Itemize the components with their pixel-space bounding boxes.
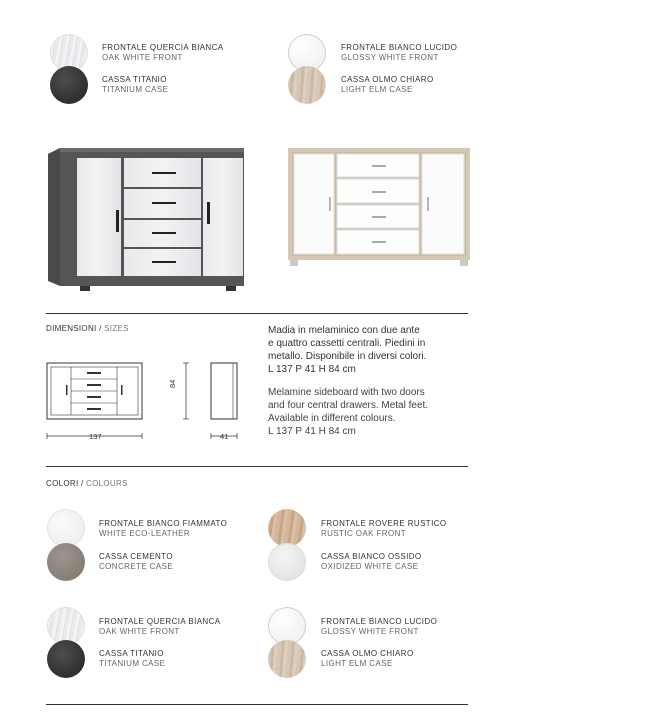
colours-heading: COLORI / COLOURS — [46, 479, 128, 488]
height-value: 84 — [168, 379, 177, 388]
colour-name-it: FRONTALE BIANCO FIAMMATO — [99, 519, 228, 528]
description-line: L 137 P 41 H 84 cm — [268, 426, 356, 437]
section-divider — [46, 704, 468, 705]
light-elm-swatch — [268, 640, 306, 678]
description-line: and four central drawers. Metal feet. — [268, 400, 429, 411]
colour-name-en: WHITE ECO-LEATHER — [99, 529, 191, 538]
finish-label — [341, 43, 457, 63]
finish-name-it: FRONTALE BIANCO LUCIDO — [341, 43, 458, 52]
finish-name-en: LIGHT ELM CASE — [341, 85, 413, 94]
colours-label-it: COLORI — [46, 479, 79, 488]
colour-name-en: OXIDIZED WHITE CASE — [321, 562, 419, 571]
colour-name-en: RUSTIC OAK FRONT — [321, 529, 407, 538]
sideboard-titanium-image — [40, 140, 255, 300]
finish-label — [341, 75, 434, 95]
finish-name-en: GLOSSY WHITE FRONT — [341, 53, 439, 62]
titanium-swatch — [47, 640, 85, 678]
description-en — [268, 386, 463, 438]
colour-name-en: OAK WHITE FRONT — [99, 627, 180, 636]
colour-name-it: CASSA CEMENTO — [99, 552, 173, 561]
section-divider — [46, 466, 468, 467]
concrete-swatch — [47, 543, 85, 581]
colour-name-en: LIGHT ELM CASE — [321, 659, 393, 668]
finish-name-it: CASSA TITANIO — [102, 75, 167, 84]
description-line: L 137 P 41 H 84 cm — [268, 364, 356, 375]
width-value: 137 — [89, 432, 102, 441]
colour-label — [99, 617, 221, 637]
colour-name-en: TITANIUM CASE — [99, 659, 166, 668]
colour-label — [99, 519, 227, 539]
colour-name-it: FRONTALE BIANCO LUCIDO — [321, 617, 438, 626]
colour-name-it: FRONTALE ROVERE RUSTICO — [321, 519, 447, 528]
description-line: Melamine sideboard with two doors — [268, 387, 425, 398]
oxidized-white-swatch — [268, 543, 306, 581]
finish-name-en: TITANIUM CASE — [102, 85, 169, 94]
titanium-swatch — [50, 66, 88, 104]
colour-name-it: CASSA TITANIO — [99, 649, 164, 658]
sideboard-elm-image — [282, 140, 477, 275]
colour-label — [321, 519, 447, 539]
rustic-oak-swatch — [268, 509, 306, 547]
colour-label — [321, 617, 437, 637]
colour-name-it: CASSA BIANCO OSSIDO — [321, 552, 422, 561]
description-line: metallo. Disponibile in diversi colori. — [268, 351, 427, 362]
product-description — [268, 324, 463, 438]
finish-name-it: FRONTALE QUERCIA BIANCA — [102, 43, 224, 52]
depth-value: 41 — [220, 432, 229, 441]
dimensions-label-en: SIZES — [104, 324, 129, 333]
colour-name-en: CONCRETE CASE — [99, 562, 174, 571]
colours-label-en: COLOURS — [86, 479, 128, 488]
colour-label — [321, 649, 414, 669]
description-it — [268, 324, 463, 376]
colour-name-it: CASSA OLMO CHIARO — [321, 649, 414, 658]
finish-label — [102, 75, 168, 95]
finish-name-en: OAK WHITE FRONT — [102, 53, 183, 62]
colour-name-en: GLOSSY WHITE FRONT — [321, 627, 419, 636]
dimensions-heading: DIMENSIONI / SIZES — [46, 324, 129, 333]
description-line: Madia in melaminico con due ante — [268, 325, 420, 336]
colour-label — [321, 552, 422, 572]
colour-label — [99, 649, 165, 669]
colour-label — [99, 552, 173, 572]
dimensions-label-it: DIMENSIONI — [46, 324, 97, 333]
dimension-drawing — [44, 360, 249, 445]
white-eco-leather-swatch — [47, 509, 85, 547]
description-line: e quattro cassetti centrali. Piedini in — [268, 338, 426, 349]
colour-name-it: FRONTALE QUERCIA BIANCA — [99, 617, 221, 626]
finish-name-it: CASSA OLMO CHIARO — [341, 75, 434, 84]
light-elm-swatch — [288, 66, 326, 104]
description-line: Available in different colours. — [268, 413, 396, 424]
section-divider — [46, 313, 468, 314]
finish-label — [102, 43, 224, 63]
